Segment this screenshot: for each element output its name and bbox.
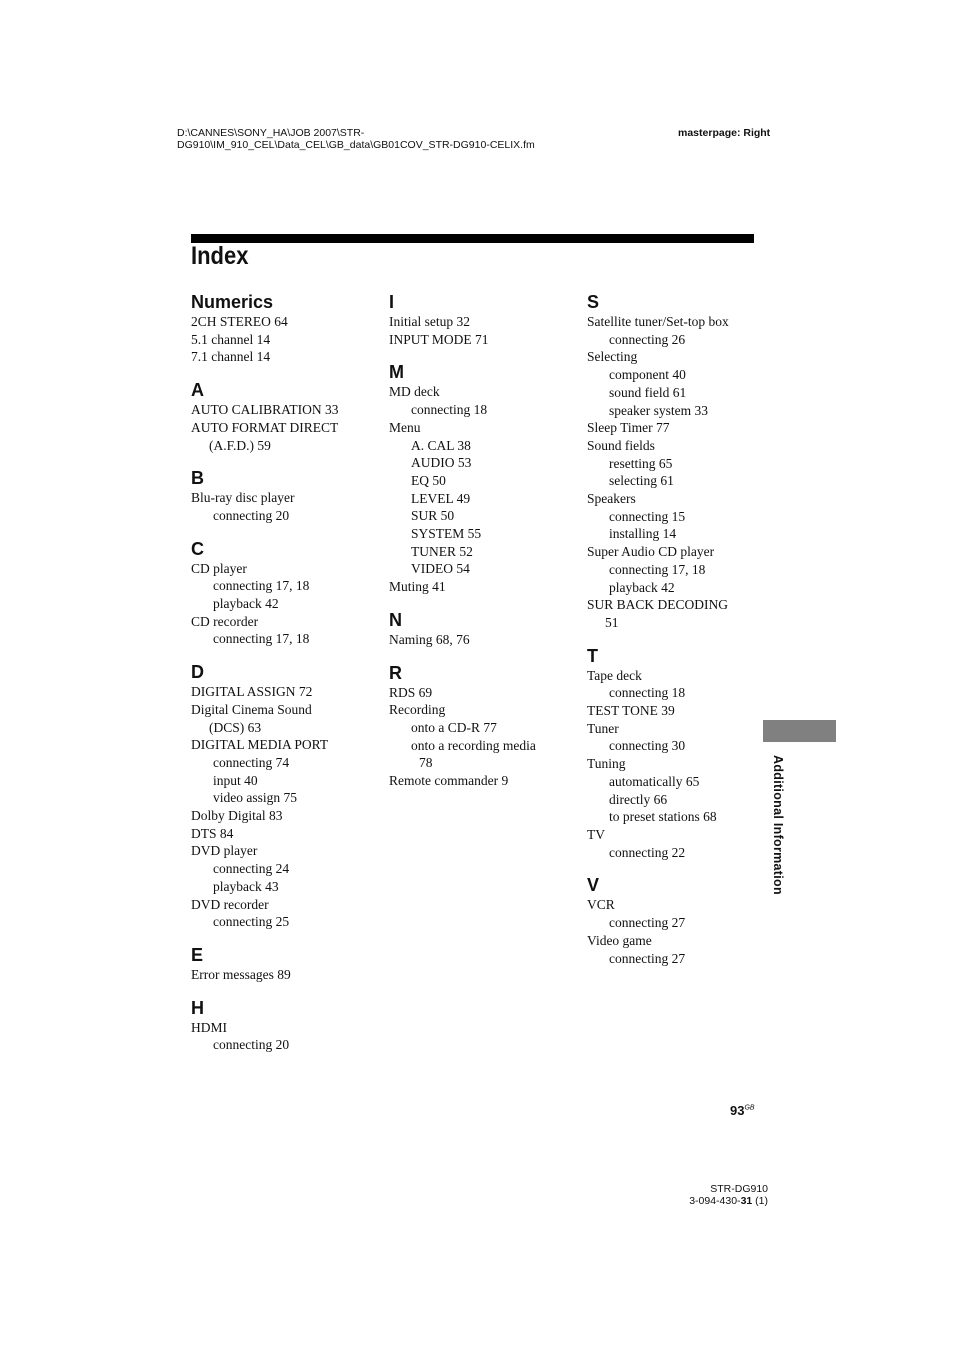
page-number-value: 93: [730, 1103, 745, 1118]
document-code-bold: 31: [740, 1195, 753, 1207]
index-letter-heading: V: [587, 875, 600, 896]
index-subentry: connecting 74: [213, 754, 290, 770]
index-letter-heading: E: [191, 944, 204, 965]
index-entry: DIGITAL ASSIGN 72: [191, 684, 313, 700]
index-subentry: playback 42: [609, 579, 675, 595]
index-entry: Muting 41: [389, 579, 446, 595]
index-subentry: input 40: [213, 772, 258, 788]
index-column-1: [191, 291, 381, 1054]
index-letter-heading: Numerics: [191, 292, 274, 312]
index-entry: Remote commander 9: [389, 773, 509, 789]
index-letter-heading: H: [191, 997, 204, 1018]
index-subentry: onto a CD-R 77: [411, 719, 497, 735]
index-subentry: connecting 27: [609, 950, 686, 966]
index-entry: INPUT MODE 71: [389, 331, 489, 347]
index-subentry: onto a recording media: [411, 737, 536, 753]
section-tab-marker: [763, 720, 836, 742]
index-entry: DVD player: [191, 843, 258, 859]
index-subentry: VIDEO 54: [411, 561, 470, 577]
file-path-line-1: D:\CANNES\SONY_HA\JOB 2007\STR-: [177, 127, 365, 139]
index-entry: 5.1 channel 14: [191, 331, 271, 347]
index-subentry: SUR 50: [411, 508, 455, 524]
index-subentry: connecting 15: [609, 508, 686, 524]
index-subentry: SYSTEM 55: [411, 526, 482, 542]
index-subentry: connecting 27: [609, 915, 686, 931]
index-subentry: connecting 17, 18: [213, 578, 310, 594]
index-entry: 2CH STEREO 64: [191, 314, 288, 329]
index-entry: Initial setup 32: [389, 314, 470, 329]
index-entry: Selecting: [587, 349, 638, 365]
index-entry: CD recorder: [191, 613, 259, 629]
index-subentry: selecting 61: [609, 473, 674, 489]
index-subentry: installing 14: [609, 526, 677, 542]
page-number-suffix: GB: [744, 1104, 755, 1112]
index-subentry: connecting 20: [213, 1037, 290, 1053]
page-title: Index: [191, 242, 249, 270]
index-subentry: connecting 17, 18: [609, 561, 706, 577]
index-entry: Dolby Digital 83: [191, 808, 283, 824]
index-entry: Blu-ray disc player: [191, 490, 295, 506]
index-entry: Sleep Timer 77: [587, 420, 670, 436]
index-column-2: [389, 291, 579, 790]
index-subentry: LEVEL 49: [411, 490, 471, 506]
index-entry: 51: [605, 614, 619, 630]
index-subentry: connecting 18: [411, 402, 488, 418]
index-letter-heading: A: [191, 380, 204, 401]
index-letter-heading: C: [191, 538, 204, 559]
index-subentry: component 40: [609, 367, 686, 383]
index-letter-heading: S: [587, 292, 600, 312]
index-subentry: to preset stations 68: [609, 809, 717, 825]
index-entry: Recording: [389, 702, 446, 718]
index-letter-heading: I: [389, 292, 395, 312]
index-entry: Tuning: [587, 756, 626, 772]
index-entry: Tape deck: [587, 667, 642, 683]
index-entry: VCR: [587, 897, 615, 913]
file-path-header: [177, 127, 535, 151]
index-entry: AUTO FORMAT DIRECT: [191, 419, 339, 435]
index-entry: TEST TONE 39: [587, 703, 675, 719]
index-entry: AUTO CALIBRATION 33: [191, 402, 339, 418]
index-entry: Speakers: [587, 491, 636, 507]
index-entry: Error messages 89: [191, 966, 291, 982]
masterpage-label: masterpage: Right: [678, 127, 771, 139]
document-code: 3-094-430-31 (1): [689, 1195, 768, 1207]
index-entry: TV: [587, 826, 605, 842]
index-entry: DVD recorder: [191, 896, 269, 912]
index-subentry: A. CAL 38: [411, 437, 471, 453]
index-entry: Satellite tuner/Set-top box: [587, 314, 729, 329]
index-letter-heading: N: [389, 609, 402, 630]
index-subentry: video assign 75: [213, 790, 297, 806]
index-subentry: connecting 25: [213, 914, 290, 930]
index-subentry: playback 43: [213, 878, 279, 894]
index-subentry: playback 42: [213, 596, 279, 612]
index-subentry: connecting 30: [609, 738, 686, 754]
index-entry: Menu: [389, 419, 421, 435]
footer-codes: [689, 1183, 768, 1207]
index-entry: (DCS) 63: [209, 719, 262, 735]
index-entry: Tuner: [587, 720, 619, 736]
index-entry: MD deck: [389, 384, 440, 400]
index-entry: DTS 84: [191, 825, 234, 841]
index-entry: Digital Cinema Sound: [191, 701, 312, 717]
index-letter-heading: B: [191, 468, 204, 489]
index-subentry: AUDIO 53: [411, 455, 472, 471]
index-subentry: connecting 24: [213, 861, 290, 877]
index-letter-heading: D: [191, 662, 204, 683]
index-subentry: connecting 17, 18: [213, 631, 310, 647]
index-column-3: [587, 291, 777, 967]
model-number: STR-DG910: [710, 1183, 768, 1195]
index-subentry: connecting 18: [609, 685, 686, 701]
index-subentry: speaker system 33: [609, 402, 708, 418]
index-entry: (A.F.D.) 59: [209, 437, 271, 453]
index-entry: 78: [419, 755, 433, 771]
index-subentry: connecting 20: [213, 507, 290, 523]
index-entry: DIGITAL MEDIA PORT: [191, 737, 329, 753]
index-letter-heading: T: [587, 645, 598, 666]
index-entry: SUR BACK DECODING: [587, 597, 729, 613]
index-subentry: resetting 65: [609, 455, 673, 471]
index-subentry: automatically 65: [609, 773, 700, 789]
index-entry: Naming 68, 76: [389, 631, 470, 647]
index-letter-heading: R: [389, 662, 402, 683]
section-tab-label: Additional Information: [771, 755, 785, 895]
page-number: [730, 1103, 755, 1118]
index-subentry: directly 66: [609, 791, 668, 807]
index-subentry: EQ 50: [411, 472, 446, 488]
index-subentry: connecting 26: [609, 331, 686, 347]
index-entry: Sound fields: [587, 437, 655, 453]
index-subentry: sound field 61: [609, 384, 687, 400]
file-path-line-2: DG910\IM_910_CEL\Data_CEL\GB_data\GB01COV_STR-DG910-CELIX.fm: [177, 139, 535, 151]
index-entry: RDS 69: [389, 684, 433, 700]
title-rule: [191, 234, 754, 243]
index-subentry: connecting 22: [609, 844, 686, 860]
index-entry: Video game: [587, 932, 652, 948]
index-entry: 7.1 channel 14: [191, 349, 271, 365]
index-letter-heading: M: [389, 362, 404, 383]
index-subentry: TUNER 52: [411, 543, 473, 559]
index-entry: HDMI: [191, 1019, 227, 1035]
index-entry: CD player: [191, 560, 247, 576]
index-entry: Super Audio CD player: [587, 544, 715, 560]
